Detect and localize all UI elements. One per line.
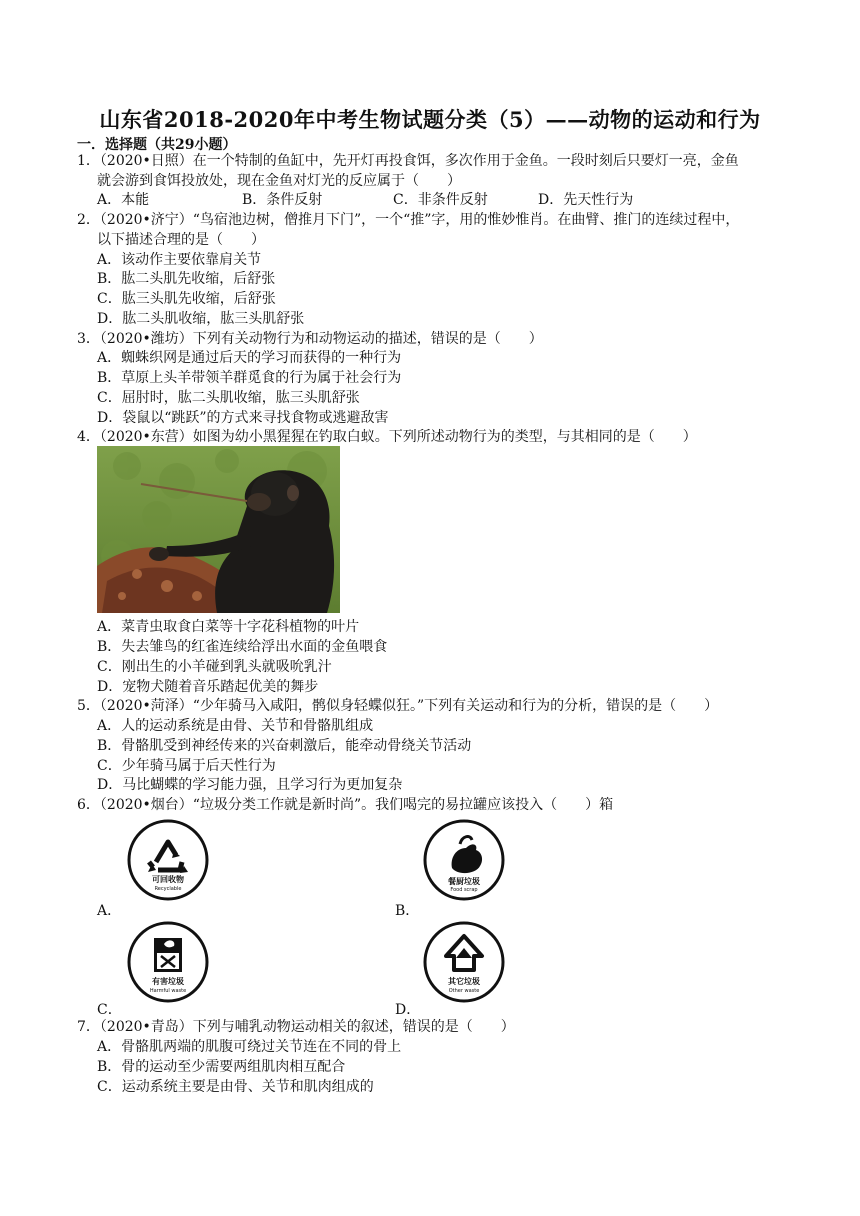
q1-option-b: B．条件反射 — [242, 192, 323, 208]
q5-option-d: D．马比蝴蝶的学习能力强，且学习行为更加复杂 — [97, 777, 403, 793]
q5-option-a: A．人的运动系统是由骨、关节和骨骼肌组成 — [97, 718, 374, 734]
page-title: 山东省2018-2020年中考生物试题分类（5）——动物的运动和行为 — [99, 107, 761, 132]
other-waste-bin-icon — [422, 920, 506, 1008]
bin-d-label: 其它垃圾 — [448, 977, 480, 986]
question-2-stem: 2．（2020•济宁）“鸟宿池边树，僧推月下门”，一个“推”字，用的惟妙惟肖。在曲臂、推门的连续过程中， — [77, 212, 740, 228]
bin-b-label: 餐厨垃圾 — [448, 877, 480, 886]
q4-option-d: D．宠物犬随着音乐踏起优美的舞步 — [97, 679, 319, 695]
question-6-stem: 6．（2020•烟台）“垃圾分类工作就是新时尚”。我们喝完的易拉罐应该投入（ ）箱 — [77, 797, 614, 813]
q1-option-a: A．本能 — [97, 192, 150, 208]
bin-a-english: Recyclable — [154, 886, 182, 892]
q5-option-b: B．骨骼肌受到神经传来的兴奋刺激后，能牵动骨绕关节活动 — [97, 738, 472, 754]
q5-option-c: C．少年骑马属于后天性行为 — [97, 758, 276, 774]
q2-option-d: D．肱二头肌收缩，肱三头肌舒张 — [97, 311, 305, 327]
q3-option-b: B．草原上头羊带领羊群觅食的行为属于社会行为 — [97, 370, 402, 386]
q1-option-d: D．先天性行为 — [538, 192, 634, 208]
q7-option-c: C．运动系统主要是由骨、关节和肌肉组成的 — [97, 1079, 374, 1095]
bin-c-label: 有害垃圾 — [152, 977, 184, 986]
q6-option-c: C． — [97, 1002, 122, 1018]
section-heading: 一．选择题（共29小题） — [77, 137, 237, 153]
bin-a-label: 可回收物 — [152, 875, 184, 884]
q3-option-a: A．蜘蛛织网是通过后天的学习而获得的一种行为 — [97, 350, 402, 366]
q7-option-a: A．骨骼肌两端的肌腹可绕过关节连在不同的骨上 — [97, 1039, 402, 1055]
question-7-stem: 7．（2020•青岛）下列与哺乳动物运动相关的叙述，错误的是（ ） — [77, 1019, 515, 1035]
q6-option-a: A． — [97, 903, 122, 919]
question-5-stem: 5．（2020•菏泽）“少年骑马入咸阳，鹘似身轻蝶似狂。”下列有关运动和行为的分析，错误的是（ ） — [77, 698, 719, 714]
q4-option-a: A．菜青虫取食白菜等十字花科植物的叶片 — [97, 619, 360, 635]
recyclable-bin-icon — [126, 818, 210, 906]
harmful-bin-icon — [126, 920, 210, 1008]
question-4-stem: 4．（2020•东营）如图为幼小黑猩猩在钓取白蚁。下列所述动物行为的类型，与其相同的是（ ） — [77, 429, 697, 445]
bin-b-english: Food scrap — [450, 887, 478, 893]
q2-option-b: B．肱二头肌先收缩，后舒张 — [97, 271, 276, 287]
q7-option-b: B．骨的运动至少需要两组肌肉相互配合 — [97, 1059, 346, 1075]
q4-option-b: B．失去雏鸟的红雀连续给浮出水面的金鱼喂食 — [97, 639, 388, 655]
q2-option-c: C．肱三头肌先收缩，后舒张 — [97, 291, 276, 307]
question-1-stem: 1．（2020•日照）在一个特制的鱼缸中，先开灯再投食饵，多次作用于金鱼。一段时刻后只要灯一亮，金鱼 — [77, 153, 739, 169]
q4-option-c: C．刚出生的小羊碰到乳头就吸吮乳汁 — [97, 659, 332, 675]
chimpanzee-photo — [97, 446, 340, 613]
bin-c-english: Harmful waste — [149, 988, 187, 994]
q6-option-b: B． — [395, 903, 420, 919]
bin-d-english: Other waste — [448, 988, 480, 994]
q3-option-d: D．袋鼠以“跳跃”的方式来寻找食物或逃避敌害 — [97, 410, 389, 426]
q6-option-d: D． — [395, 1002, 421, 1018]
q1-option-c: C．非条件反射 — [393, 192, 488, 208]
question-3-stem: 3．（2020•潍坊）下列有关动物行为和动物运动的描述，错误的是（ ） — [77, 331, 543, 347]
food-scrap-bin-icon — [422, 818, 506, 906]
question-2-stem-cont: 以下描述合理的是（ ） — [97, 232, 265, 248]
q2-option-a: A．该动作主要依靠肩关节 — [97, 252, 262, 268]
q3-option-c: C．屈肘时，肱二头肌收缩，肱三头肌舒张 — [97, 390, 360, 406]
question-1-stem-cont: 就会游到食饵投放处，现在金鱼对灯光的反应属于（ ） — [97, 173, 461, 189]
